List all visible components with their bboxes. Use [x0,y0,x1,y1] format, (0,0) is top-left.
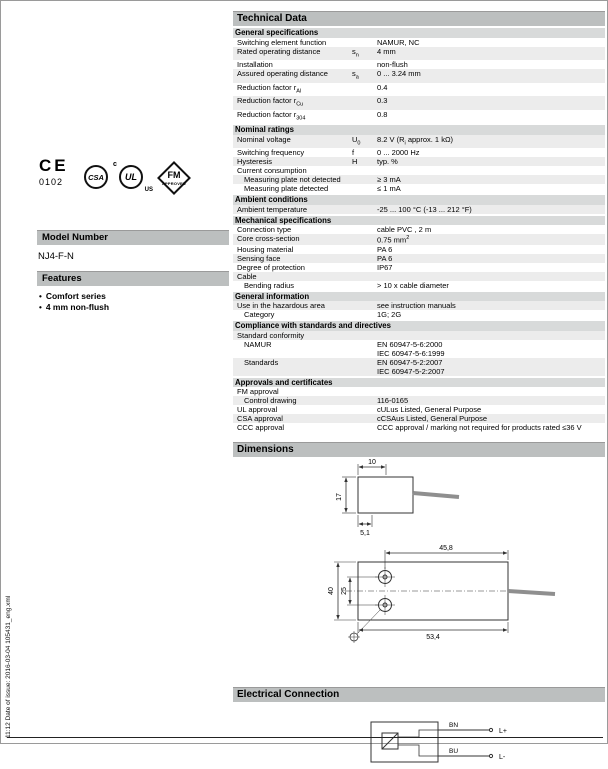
spec-symbol [352,166,377,175]
spec-label: CCC approval [237,423,285,432]
table-section-header: General information [233,292,605,302]
table-row [233,396,605,405]
spec-symbol: $s_n$ [352,46,359,58]
spec-symbol [352,387,377,396]
dim-label-length: 53,4 [426,634,440,641]
spec-label: Standard conformity [237,330,305,340]
spec-value: 0.4 [377,82,388,92]
spec-value: 116-0165 [377,396,409,405]
spec-label: Reduction factor $r_{Cu}$ [237,96,304,108]
table-row [233,166,605,175]
spec-label: Installation [237,60,273,69]
dim-label-offset: 5,1 [360,530,370,537]
ce-code: 0102 [39,177,64,187]
terminal-minus [489,754,492,757]
table-section-header: Approvals and certificates [233,378,605,388]
spec-value: -25 ... 100 °C (-13 ... 212 °F) [377,204,472,214]
dim-label-height: 17 [336,493,343,501]
bullet-icon: • [39,303,42,312]
spec-label: UL approval [237,405,278,414]
spec-symbol [352,205,377,214]
table-row [233,254,605,263]
table-row [233,184,605,193]
spec-symbol: H [352,157,358,166]
model-number-value: NJ4-F-N [38,251,74,262]
spec-value: cCSAus Listed, General Purpose [377,414,488,423]
table-row [233,148,605,157]
table-section-header: Compliance with standards and directives [233,321,605,331]
spec-value: 0.75 $mm^2$ [377,235,410,245]
table-row [233,331,605,340]
spec-value: 4 mm [377,46,396,56]
main-content [233,11,605,764]
spec-label: Sensing face [237,253,281,263]
table-row [233,310,605,319]
model-number-header: Model Number [37,230,229,245]
table-row [233,405,605,414]
spec-label: Ambient temperature [237,204,308,214]
ce-letters: CE [39,156,69,175]
ul-letters: UL [125,172,137,182]
features-header: Features [37,271,229,286]
spec-label: Degree of protection [237,262,305,272]
spec-symbol [352,175,377,184]
dimension-drawings [233,457,605,681]
spec-value: ≥ 3 mA [377,175,401,184]
spec-symbol: f [352,148,355,157]
hole-callout-symbol [348,610,380,643]
spec-symbol [352,225,377,234]
spec-value: EN 60947-5-2:2007 IEC 60947-5-2:2007 [377,357,445,376]
electrical-connection-diagram [233,702,605,764]
ul-us-mark: US [144,187,153,193]
spec-label: Cable [237,271,257,281]
table-row [233,135,605,149]
table-section-header: General specifications [233,28,605,38]
spec-symbol [352,423,377,432]
spec-value: 0.3 [377,96,388,105]
table-row [233,83,605,97]
sensor-side-view [342,464,459,527]
fm-approved-text: APPROVED [161,181,187,186]
spec-value [377,272,605,281]
table-row [233,263,605,272]
spec-label: Category [244,310,275,319]
circuit-svg [233,702,605,764]
spec-value: CCC approval / marking not required for products rated ≤36 V [377,423,582,432]
spec-label: Hysteresis [237,157,273,166]
spec-label: Control drawing [244,396,297,405]
table-row [233,340,605,358]
spec-label: Bending radius [244,280,295,290]
table-row [233,272,605,281]
spec-label: Switching element function [237,37,327,47]
spec-value [377,331,605,340]
spec-label: NAMUR [244,339,272,349]
spec-symbol: $U_0$ [352,134,361,146]
spec-symbol [352,301,377,310]
csa-logo-icon [84,165,108,189]
feature-item [39,302,229,313]
spec-symbol [352,254,377,263]
spec-value: see instruction manuals [377,301,456,310]
table-row [233,423,605,432]
dim-label-hole-distance: 25 [341,587,348,595]
spec-value: PA 6 [377,244,393,254]
footer-vertical-text: 11:12 Date of issue: 2016-03-04 105431_eng.xml [5,595,12,738]
electrical-connection-title: Electrical Connection [233,687,605,702]
spec-value: PA 6 [377,253,393,263]
feature-text: 4 mm non-flush [45,302,110,312]
spec-value: cULus Listed, General Purpose [377,405,482,414]
ul-canada-mark: c [113,161,117,168]
spec-label: Assured operating distance [237,69,328,78]
table-row [233,225,605,234]
ce-mark-icon [39,157,75,187]
spec-label: FM approval [237,387,279,396]
feature-item [39,291,229,302]
table-section-header: Ambient conditions [233,195,605,205]
table-row [233,60,605,69]
dimension-drawing-svg [233,457,605,681]
spec-symbol [352,331,377,340]
spec-symbol [352,60,377,69]
spec-value [377,387,605,396]
spec-label: Reduction factor $r_{304}$ [237,109,306,121]
spec-symbol [352,272,377,281]
terminal-label-plus: L+ [499,728,507,735]
spec-value: NAMUR, NC [377,37,420,47]
spec-symbol [352,110,377,124]
spec-symbol [352,358,377,376]
table-section-header: Nominal ratings [233,125,605,135]
bullet-icon: • [39,292,42,301]
spec-label: Core cross-section [237,234,300,243]
spec-label: Measuring plate not detected [244,175,341,184]
spec-value: 1G; 2G [377,310,402,319]
technical-data-table [233,28,605,432]
features-list [37,291,229,313]
spec-value: typ. % [377,157,398,166]
ul-logo-icon [113,161,153,193]
spec-label: Rated operating distance [237,46,321,56]
ul-circle [119,165,143,189]
table-row [233,96,605,110]
spec-value: 0 ... 2000 Hz [377,148,420,157]
table-row [233,205,605,214]
terminal-label-minus: L- [499,754,506,761]
spec-symbol [352,184,377,193]
spec-symbol [352,245,377,254]
table-row [233,38,605,47]
certification-logos [37,157,229,197]
spec-label: Housing material [237,244,294,254]
sensor-top-view [334,550,555,643]
feature-text: Comfort series [45,291,106,301]
dimensions-title: Dimensions [233,442,605,457]
spec-symbol [352,234,377,245]
csa-letters: CSA [88,172,104,182]
table-row [233,387,605,396]
spec-value: IP67 [377,262,393,272]
spec-symbol [352,405,377,414]
table-section-header: Mechanical specifications [233,216,605,226]
table-row [233,281,605,290]
cable-line-1 [413,493,459,497]
spec-value [377,166,605,175]
technical-data-title: Technical Data [233,11,605,26]
wire-label-bn: BN [449,722,459,729]
table-row [233,245,605,254]
spec-value: EN 60947-5-6:2000 IEC 60947-5-6:1999 [377,339,445,358]
spec-symbol [352,310,377,319]
spec-label: Standards [244,357,279,367]
terminal-plus [489,728,492,731]
spec-value: > 10 x cable diameter [377,280,449,290]
table-row [233,175,605,184]
dim-label-width: 10 [368,459,376,466]
namur-sensor-symbol [382,733,398,749]
spec-label: Nominal voltage [237,134,291,144]
spec-value: non-flush [377,60,408,69]
wire-label-bu: BU [449,748,459,755]
dim-label-hole-span: 45,8 [439,545,453,552]
footer-divider [7,737,603,738]
sidebar [37,1,229,313]
spec-value: 0 ... 3.24 mm [377,69,421,78]
spec-label: Use in the hazardous area [237,301,325,310]
fm-letters: FM [167,170,181,180]
fm-approved-icon [156,161,192,197]
spec-value: cable PVC , 2 m [377,225,432,234]
table-row [233,47,605,61]
spec-value: ≤ 1 mA [377,184,401,193]
cable-line-2 [508,591,555,594]
table-row [233,301,605,310]
spec-value: 8.2 V ($R_i$ approx. 1 kΩ) [377,134,454,146]
spec-value: 0.8 [377,109,388,119]
spec-symbol [352,38,377,47]
spec-symbol [352,83,377,97]
spec-label: Measuring plate detected [244,184,329,193]
table-row [233,69,605,83]
spec-label: Current consumption [237,166,307,175]
spec-label: Connection type [237,225,292,234]
table-row [233,234,605,245]
spec-label: CSA approval [237,414,283,423]
table-row [233,358,605,376]
spec-label: Switching frequency [237,148,305,157]
table-row [233,157,605,166]
spec-label: Reduction factor $r_{Al}$ [237,82,302,94]
spec-symbol: $s_a$ [352,69,359,81]
table-row [233,414,605,423]
spec-symbol [352,414,377,423]
table-row [233,110,605,124]
spec-symbol [352,96,377,110]
spec-symbol [352,263,377,272]
spec-symbol [352,281,377,290]
spec-symbol [352,396,377,405]
dim-label-height-2: 40 [328,587,335,595]
spec-symbol [352,340,377,358]
